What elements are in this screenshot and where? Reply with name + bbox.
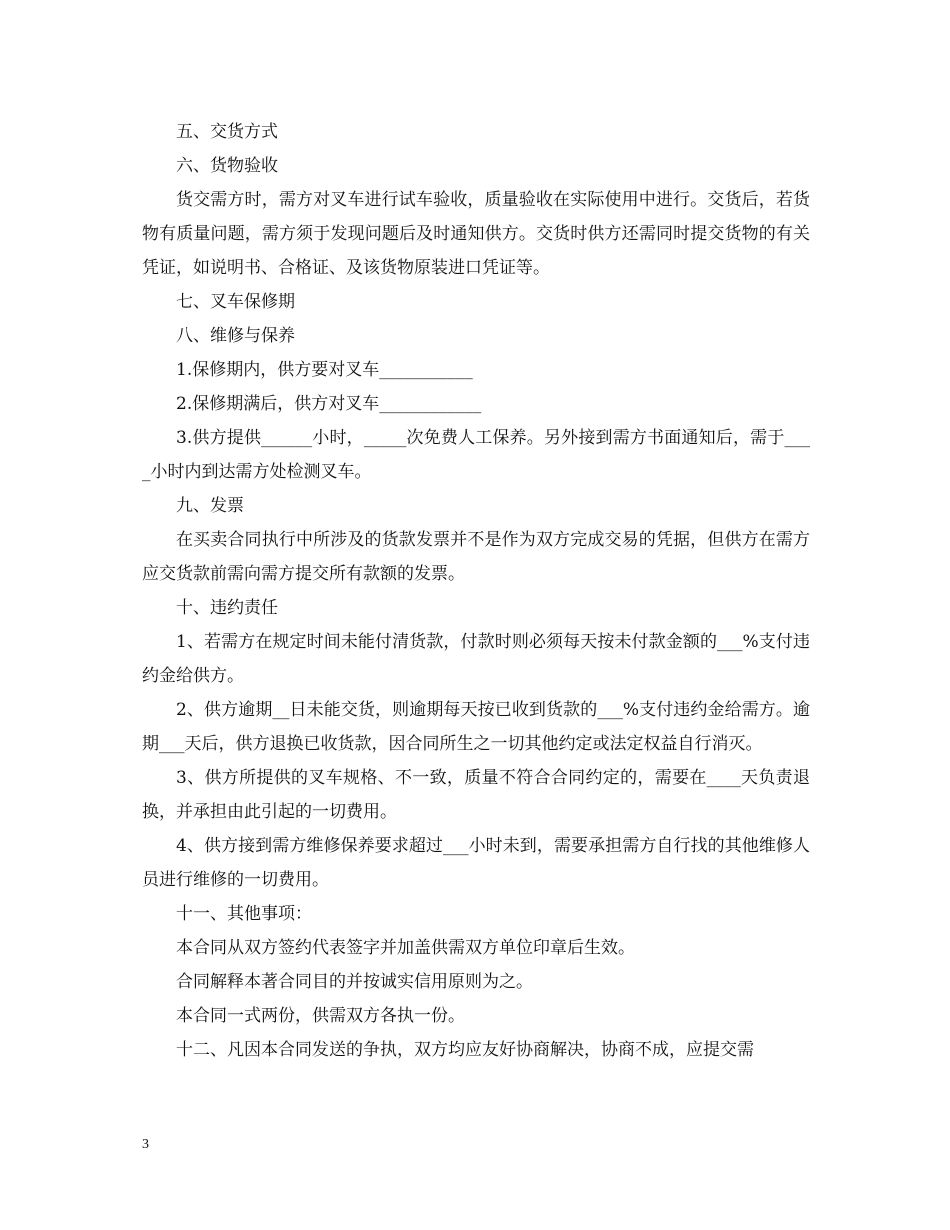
section-heading-delivery-method: 五、交货方式	[176, 122, 278, 142]
paragraph-copies: 本合同一式两份，供需双方各执一份。	[176, 1006, 465, 1026]
paragraph-acceptance-terms: 货交需方时，需方对叉车进行试车验收，质量验收在实际使用中进行。交货后，若货物有质量问题，需方须于发现问题后及时通知供方。交货时供方还需同时提交货物的有关凭证，如说明书、合格证、及该货物原装进口凭证等。	[142, 190, 810, 278]
document-body	[142, 115, 810, 1067]
section-heading-invoice: 九、发票	[176, 496, 244, 516]
section-heading-other-matters: 十一、其他事项：	[176, 904, 312, 924]
section-heading-dispute-resolution: 十二、凡因本合同发送的争执，双方均应友好协商解决，协商不成，应提交需	[176, 1040, 754, 1060]
section-heading-goods-acceptance: 六、货物验收	[176, 156, 278, 176]
clause-breach-3: 3、供方所提供的叉车规格、不一致，质量不符合合同约定的，需要在____天负责退换，并承担由此引起的一切费用。	[142, 768, 810, 822]
clause-maintenance-3: 3.供方提供______小时，_____次免费人工保养。另外接到需方书面通知后，需于____小时内到达需方处检测叉车。	[142, 428, 810, 482]
section-heading-warranty-period: 七、叉车保修期	[176, 292, 295, 312]
page-number: 3	[142, 1137, 149, 1152]
paragraph-invoice-terms: 在买卖合同执行中所涉及的货款发票并不是作为双方完成交易的凭据，但供方在需方应交货款前需向需方提交所有款额的发票。	[142, 530, 810, 584]
paragraph-interpretation: 合同解释本著合同目的并按诚实信用原则为之。	[176, 972, 533, 992]
clause-breach-1: 1、若需方在规定时间未能付清货款，付款时则必须每天按未付款金额的___%支付违约金给供方。	[142, 632, 810, 686]
clause-maintenance-2: 2.保修期满后，供方对叉车____________	[176, 394, 482, 414]
clause-breach-2: 2、供方逾期__日未能交货，则逾期每天按已收到货款的___%支付违约金给需方。逾期___天后，供方退换已收货款，因合同所生之一切其他约定或法定权益自行消灭。	[142, 700, 810, 754]
section-heading-maintenance: 八、维修与保养	[176, 326, 295, 346]
paragraph-effectiveness: 本合同从双方签约代表签字并加盖供需双方单位印章后生效。	[176, 938, 635, 958]
clause-breach-4: 4、供方接到需方维修保养要求超过___小时未到，需要承担需方自行找的其他维修人员进行维修的一切费用。	[142, 836, 810, 890]
section-heading-breach-liability: 十、违约责任	[176, 598, 278, 618]
clause-maintenance-1: 1.保修期内，供方要对叉车___________	[176, 360, 473, 380]
